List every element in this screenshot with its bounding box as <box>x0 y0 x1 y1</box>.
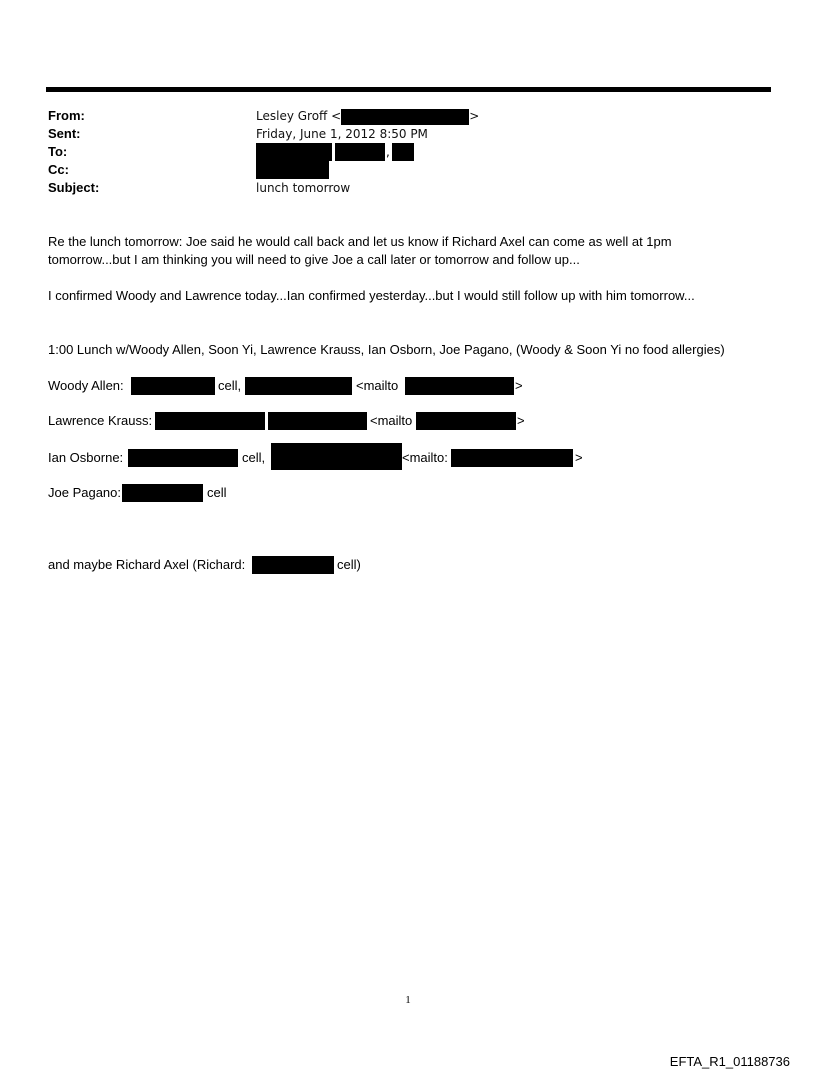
sent-value: Friday, June 1, 2012 8:50 PM <box>256 127 428 141</box>
ian-mailto-text: <mailto: <box>402 450 448 465</box>
ian-cell-text: cell, <box>242 450 266 465</box>
redaction-woody-cell <box>131 377 215 395</box>
lawrence-label: Lawrence Krauss: <box>48 413 153 428</box>
redaction-lawrence-mailto <box>416 412 516 430</box>
header-divider <box>46 87 771 92</box>
redaction-from-email <box>341 109 469 125</box>
from-row <box>48 107 748 125</box>
redaction-lawrence-email <box>268 412 367 430</box>
sent-label: Sent: <box>48 126 81 141</box>
redaction-to-3 <box>392 143 414 161</box>
subject-row <box>48 179 748 197</box>
redaction-ian-cell <box>128 449 238 467</box>
woody-cell-text: cell, <box>218 378 242 393</box>
redaction-to-1 <box>256 143 332 161</box>
richard-line-prefix: and maybe Richard Axel (Richard: <box>48 557 246 572</box>
lawrence-mailto-text: <mailto <box>370 413 413 428</box>
ian-label: Ian Osborne: <box>48 450 124 465</box>
redaction-woody-email <box>245 377 352 395</box>
redaction-cc <box>256 161 329 179</box>
redaction-joe-cell <box>122 484 203 502</box>
joe-label: Joe Pagano: <box>48 485 122 500</box>
subject-value: lunch tomorrow <box>256 181 351 195</box>
page-number: 1 <box>405 994 411 1006</box>
from-value <box>256 107 479 125</box>
lunch-attendees-line: 1:00 Lunch w/Woody Allen, Soon Yi, Lawrence Krauss, Ian Osborn, Joe Pagano, (Woody & Soon Yi no food allergies) <box>48 342 725 357</box>
ian-mailto-close: > <box>575 450 583 465</box>
redaction-lawrence-phone <box>155 412 265 430</box>
woody-mailto-text: <mailto <box>356 378 399 393</box>
redaction-ian-email <box>271 443 402 470</box>
cc-row <box>48 161 748 179</box>
body-paragraph-1-line-1: Re the lunch tomorrow: Joe said he would call back and let us know if Richard Axel can come as well at 1pm <box>48 234 672 249</box>
redaction-woody-mailto <box>405 377 514 395</box>
redaction-to-2 <box>335 143 385 161</box>
joe-cell-text: cell <box>207 485 227 500</box>
from-name: Lesley Groff < <box>256 109 342 123</box>
woody-mailto-close: > <box>515 378 523 393</box>
redaction-ian-mailto <box>451 449 573 467</box>
body-paragraph-1-line-2: tomorrow...but I am thinking you will need to give Joe a call later or tomorrow and follow up... <box>48 252 580 267</box>
cc-label: Cc: <box>48 162 69 177</box>
to-separator: , <box>386 145 390 159</box>
lawrence-mailto-close: > <box>517 413 525 428</box>
redaction-richard-cell <box>252 556 334 574</box>
subject-label: Subject: <box>48 180 100 195</box>
to-label: To: <box>48 144 68 159</box>
richard-line-suffix: cell) <box>337 557 361 572</box>
document-id: EFTA_R1_01188736 <box>669 1054 790 1069</box>
from-label: From: <box>48 108 85 123</box>
woody-label: Woody Allen: <box>48 378 124 393</box>
sent-row <box>48 125 748 143</box>
body-paragraph-2: I confirmed Woody and Lawrence today...Ian confirmed yesterday...but I would still follow up with him tomorrow... <box>48 288 695 303</box>
from-email-close: > <box>469 109 480 123</box>
